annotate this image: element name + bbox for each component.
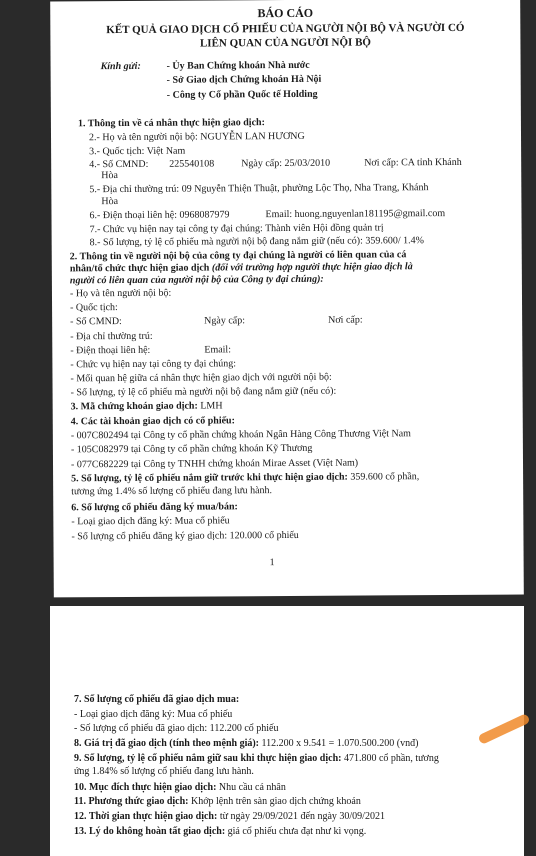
section5-line [71, 471, 419, 484]
section9-line2: ứng 1.84% số lượng cổ phiếu đang lưu hành. [74, 766, 254, 777]
insider-address-cont: Hòa [101, 196, 119, 208]
section2-heading-line2-italic: (đối với trường hợp người thực hiện giao dịch là [211, 261, 413, 274]
section11-value: Khớp lệnh trên sàn giao dịch chứng khoán [188, 796, 361, 807]
insider-address: 5.- Địa chỉ thường trú: 09 Nguyễn Thiện Thuật, phường Lộc Thọ, Nha Trang, Khánh [89, 182, 429, 196]
section10-label: 10. Mục đích thực hiện giao dịch: [74, 782, 217, 793]
section6-type: - Loại giao dịch đăng ký: Mua cổ phiếu [71, 515, 230, 528]
related-holdings: - Số lượng, tỷ lệ cổ phiếu mà người nội bộ đang nắm giữ (nếu có): [70, 385, 337, 399]
section13-value: giá cổ phiếu chưa đạt như kì vọng. [225, 826, 367, 837]
section3-line [71, 400, 223, 412]
insider-id-issue-date: Ngày cấp: 25/03/2010 [241, 157, 331, 170]
section9-line [74, 753, 439, 764]
recipient-ssc: - Ủy Ban Chứng khoán Nhà nước [166, 59, 310, 72]
section12-label: 12. Thời gian thực hiện giao dịch: [74, 811, 218, 822]
section8-line [74, 738, 418, 749]
section7-quantity: - Số lượng cổ phiếu đã giao dịch: 112.200 cổ phiếu [74, 723, 279, 734]
insider-name: 2.- Họ và tên người nội bộ: NGUYỄN LAN HƯƠNG [88, 130, 305, 144]
report-subtitle-line1: KẾT QUẢ GIAO DỊCH CỔ PHIẾU CỦA NGƯỜI NỘI BỘ VÀ NGƯỜI CÓ [106, 21, 465, 37]
section4-heading: 4. Các tài khoản giao dịch có cổ phiếu: [70, 415, 235, 428]
section5-line2: tương ứng 1.4% số lượng cổ phiếu đang lưu hành. [71, 485, 273, 498]
related-issue-date: Ngày cấp: [204, 315, 245, 327]
insider-phone: 6.- Điện thoại liên hệ: 0968087979 [89, 209, 230, 222]
related-address: - Địa chỉ thường trú: [70, 330, 153, 343]
section10-line [74, 782, 286, 793]
related-phone: - Điện thoại liên hệ: [70, 344, 151, 357]
insider-holdings: 8.- Số lượng, tỷ lệ cổ phiếu mà người nội bộ đang nắm giữ (nếu có): 359.600/ 1.4% [89, 235, 424, 249]
section7-heading: 7. Số lượng cổ phiếu đã giao dịch mua: [74, 694, 240, 705]
related-nationality: - Quốc tịch: [70, 302, 118, 314]
kinh-gui-label: Kính gửi: [100, 60, 141, 73]
section2-heading-line2-bold: nhân/tổ chức thực hiện giao dịch [69, 262, 212, 275]
section8-label: 8. Giá trị đã giao dịch (tính theo mệnh giá): [74, 738, 260, 749]
insider-email: Email: huong.nguyenlan181195@gmail.com [265, 208, 446, 221]
related-relation: - Mối quan hệ giữa cá nhân thực hiện giao dịch với người nội bộ: [70, 371, 332, 385]
document-page-2 [50, 606, 524, 856]
report-title: BÁO CÁO [257, 5, 314, 21]
insider-id-value: 225540108 [169, 158, 215, 170]
related-position: - Chức vụ hiện nay tại công ty đại chúng: [70, 358, 237, 371]
document-page-1 [50, 0, 524, 597]
page-number: 1 [269, 557, 275, 569]
report-subtitle-line2: LIÊN QUAN CỦA NGƯỜI NỘI BỘ [199, 36, 371, 50]
related-issue-place: Nơi cấp: [328, 314, 363, 326]
section10-value: Nhu cầu cá nhân [216, 782, 286, 793]
section5-value: 359.600 cổ phần, [347, 471, 420, 483]
insider-position: 7.- Chức vụ hiện nay tại công ty đại chúng: Thành viên Hội đồng quản trị [89, 222, 384, 236]
section7-type: - Loại giao dịch đăng ký: Mua cổ phiếu [74, 709, 233, 720]
insider-id-label: 4.- Số CMND: [89, 158, 149, 171]
section3-label: 3. Mã chứng khoán giao dịch: [70, 400, 198, 413]
section9-value: 471.800 cổ phần, tương [341, 753, 439, 764]
section6-heading: 6. Số lượng cổ phiếu đăng ký mua/bán: [71, 501, 238, 514]
section11-label: 11. Phương thức giao dịch: [74, 796, 189, 807]
section12-value: từ ngày 29/09/2021 đến ngày 30/09/2021 [217, 811, 385, 822]
highlighter-mark [477, 713, 530, 745]
account-1: - 007C802494 tại Công ty cổ phần chứng khoán Ngân Hàng Công Thương Việt Nam [70, 428, 411, 442]
section5-label: 5. Số lượng, tỷ lệ cổ phiếu nắm giữ trước khi thực hiện giao dịch: [71, 471, 348, 485]
section2-heading-line2 [70, 261, 413, 274]
insider-nationality: 3.- Quốc tịch: Việt Nam [89, 145, 186, 158]
section13-line [74, 826, 366, 837]
section9-label: 9. Số lượng, tỷ lệ cổ phiếu nắm giữ sau khi thực hiện giao dịch: [74, 753, 342, 764]
recipient-company: - Công ty Cổ phần Quốc tế Holding [166, 88, 318, 101]
section2-heading-line3: người có liên quan của người nội bộ của Công ty đại chúng): [69, 273, 324, 287]
related-email: Email: [204, 344, 232, 356]
section13-label: 13. Lý do không hoàn tất giao dịch: [74, 826, 226, 837]
insider-id-issue-place-cont: Hòa [101, 170, 118, 182]
section12-line [74, 811, 385, 822]
account-2: - 105C082979 tại Công ty cổ phần chứng khoán Kỹ Thương [70, 442, 313, 456]
section11-line [74, 796, 361, 807]
section3-value: LMH [197, 400, 223, 412]
related-name: - Họ và tên người nội bộ: [69, 287, 172, 300]
section6-quantity: - Số lượng cổ phiếu đăng ký giao dịch: 120.000 cổ phiếu [71, 529, 299, 543]
related-id-label: - Số CMND: [70, 316, 122, 328]
account-3: - 077C682229 tại Công ty TNHH chứng khoán Mirae Asset (Việt Nam) [70, 457, 359, 471]
section2-heading-line1: 2. Thông tin về người nội bộ của công ty đại chúng là người có liên quan của cá [69, 249, 407, 263]
section8-value: 112.200 x 9.541 = 1.070.500.200 (vnđ) [259, 738, 419, 749]
insider-id-issue-place: Nơi cấp: CA tỉnh Khánh [364, 156, 462, 169]
recipient-hnx: - Sở Giao dịch Chứng khoán Hà Nội [166, 73, 322, 86]
section1-heading: 1. Thông tin về cá nhân thực hiện giao dịch: [77, 117, 265, 130]
